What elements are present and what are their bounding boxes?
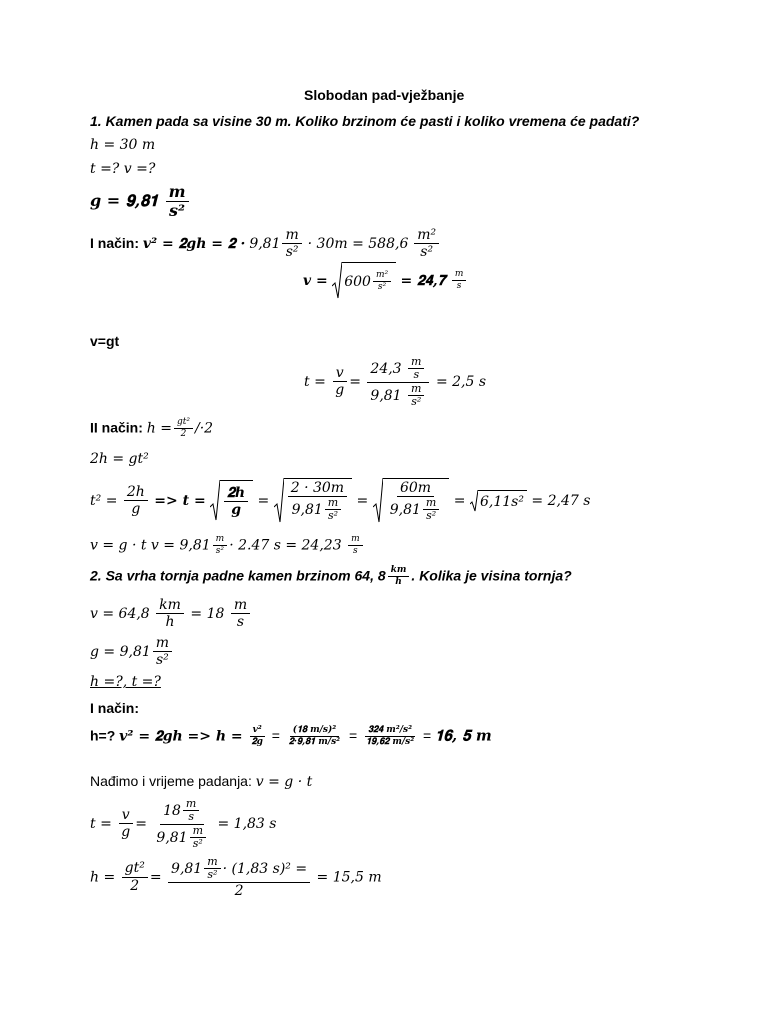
q2-t-result: = 1,83 𝑠 <box>217 816 277 833</box>
q1-method-1: I način: 𝒗² = 𝟐𝒈𝒉 = 𝟐 · 9,81 $\frac{m}{\text{s²}}$ · 30𝑚 = 588,6 $\frac{\text{m²}}{\text{s²}}$ <box>90 228 441 260</box>
q2-h-line-a: h=? <box>90 727 116 744</box>
q2-time-intro <box>90 773 312 791</box>
q1-gravity-label: 𝒈 = 𝟗,𝟖𝟏 <box>90 190 158 210</box>
question-2-text-a: 2. Sa vrha tornja padne kamen brzinom 64, 8 <box>90 567 386 584</box>
q1-t2-arrow: => 𝒕 = <box>154 493 206 509</box>
q2-t-lhs: 𝑡 = <box>90 816 112 833</box>
q1-v-label: 𝒗 = <box>303 273 328 289</box>
q1-method-1-formula: 𝒗² = 𝟐𝒈𝒉 = 𝟐 · <box>142 235 246 252</box>
question-2: 2. Sa vrha tornja padne kamen brzinom 64, 8 $\frac{km}{h}$ . Kolika je visina tornja? <box>90 565 572 587</box>
q1-r3-num: 60𝑚 <box>397 481 434 497</box>
q2-h-line-b: 𝒗² = 𝟐𝒈𝒉 => 𝒉 = <box>119 728 243 745</box>
q2-gravity: 𝑔 = 9,81 $\frac{\text{𝑚}}{\text{𝑠²}}$ <box>90 636 174 668</box>
q2-method-1-label: I način: <box>90 700 140 716</box>
q2-v-lhs: 𝑣 = 64,8 <box>90 606 150 623</box>
q2-velocity: 𝑣 = 64,8 $\frac{\text{𝑘𝑚}}{\text{ℎ}}$ = 18 $\frac{\text{𝑚}}{\text{𝑠}}$ <box>90 598 252 630</box>
question-2-text-b: . Kolika je visina tornja? <box>411 567 572 584</box>
q1-v-result: = 𝟐𝟒,𝟕 <box>400 273 446 289</box>
q1-t-squared: 𝑡² = $\frac{\text{2ℎ}}{\text{𝑔}}$ => 𝒕 = $\frac{\text{𝟐𝒉}}{\text{𝒈}}$ = 2 · 30𝑚 9,81 $\frac{m}{\text{s²}}$ = 60𝑚 9,81 $\frac{m}{\text{s²}}$ = 6,11𝑠² = 2,47 𝑠 <box>90 479 591 523</box>
q1-r2-num: 2 · 30𝑚 <box>288 481 347 497</box>
sqrt-sign: 600 $\frac{\text{m²}}{\text{s²}}$ <box>332 262 396 300</box>
q1-method-1-times: · 30𝑚 = 588,6 <box>307 235 409 252</box>
q2-h2-lhs: ℎ = <box>90 869 116 886</box>
q1-time-result: 𝑡 = $\frac{\text{𝑣}}{\text{𝑔}}$ = 24,3 $\frac{m}{s}$ 9,81 $\frac{m}{\text{s²}}$ = 2,5 𝑠 <box>304 355 487 408</box>
q1-t-den: 9,81 <box>370 387 402 404</box>
q2-unknowns: ℎ =?, 𝑡 =? <box>90 674 161 690</box>
q1-t2-lhs: 𝑡² = <box>90 493 118 509</box>
q2-height-calc: h=? 𝒗² = 𝟐𝒈𝒉 => 𝒉 = $\frac{\text{𝒗²}}{\text{𝟐𝒈}}$ = $\frac{\text{(𝟏𝟖 m/s)²}}{\text{𝟐·𝟗,𝟖𝟏 m/s²}}$ = $\frac{\text{𝟑𝟐𝟒 m²/s²}}{\text{𝟏𝟗,𝟔𝟐 m/s²}}$ = 𝟏𝟔, 𝟓 𝒎 <box>90 725 492 747</box>
q1-method-1-label: I način: <box>90 234 140 251</box>
q1-r2-den: 9,81 <box>291 502 323 519</box>
q1-r4: 6,11𝑠² <box>478 490 527 512</box>
q1-method-1-g: 9,81 <box>249 235 281 252</box>
q1-gravity: 𝒈 = 𝟗,𝟖𝟏 $\frac{\text{𝒎}}{\text{𝒔²}}$ <box>90 183 191 220</box>
q2-h-result: 𝟏𝟔, 𝟓 𝒎 <box>435 726 492 745</box>
q1-velocity-result: 𝒗 = 600 $\frac{\text{m²}}{\text{s²}}$ = 𝟐𝟒,𝟕 $\frac{m}{s}$ <box>303 262 468 300</box>
q1-t2-result: = 2,47 𝑠 <box>531 493 591 509</box>
q1-two-h: 2ℎ = 𝑔𝑡² <box>90 451 149 467</box>
q2-v-mid: = 18 <box>190 606 225 623</box>
q1-method-2-tail: /·2 <box>195 420 214 437</box>
q2-time-calc: 𝑡 = $\frac{\text{𝑣}}{\text{𝑔}}$ = 18 $\frac{m}{s}$ 9,81 $\frac{m}{\text{s²}}$ = 1,83 𝑠 <box>90 797 277 850</box>
q1-method-2-label: II način: <box>90 419 143 436</box>
q1-method-2: II način: ℎ = $\frac{\text{gt²}}{2}$ /·2 <box>90 417 214 439</box>
q2-time-label: Nađimo i vrijeme padanja: <box>90 773 252 789</box>
q1-v-line-b: · 2.47 𝑠 = 24,23 <box>229 537 342 554</box>
q1-t-lhs: 𝑡 = <box>304 374 326 391</box>
sqrt-sign <box>470 490 527 512</box>
sqrt-sign: 2 · 30𝑚 9,81 $\frac{m}{\text{s²}}$ <box>274 478 352 524</box>
q1-v-radicand: 600 <box>344 273 371 290</box>
q2-g-lhs: 𝑔 = 9,81 <box>90 644 151 661</box>
q1-t-result: = 2,5 𝑠 <box>435 374 487 391</box>
q1-method-2-lhs: ℎ = <box>146 420 172 437</box>
q1-v-check: 𝑣 = 𝑔 · 𝑡 𝑣 = 9,81 $\frac{m}{\text{s²}}$ · 2.47 𝑠 = 24,23 $\frac{m}{s}$ <box>90 535 365 556</box>
q1-unknowns: 𝑡 =? 𝑣 =? <box>90 161 156 177</box>
sqrt-sign: $\frac{\text{𝟐𝒉}}{\text{𝒈}}$ <box>210 480 253 522</box>
q2-time-formula: 𝑣 = 𝑔 · 𝑡 <box>255 774 313 790</box>
q1-r3-den: 9,81 <box>389 502 421 519</box>
question-1: 1. Kamen pada sa visine 30 m. Koliko brzinom će pasti i koliko vremena će padati? <box>90 113 640 129</box>
q2-height-check: ℎ = $\frac{\text{𝑔𝑡²}}{2}$ = 9,81 $\frac{m}{\text{s²}}$ · (1,83 𝑠)² = 2 = 15,5 𝑚 <box>90 855 382 899</box>
q1-v-line-a: 𝑣 = 𝑔 · 𝑡 𝑣 = 9,81 <box>90 537 211 554</box>
q2-h2-result: = 15,5 𝑚 <box>316 869 382 886</box>
page-title: Slobodan pad-vježbanje <box>304 87 465 103</box>
sqrt-sign: 60𝑚 9,81 $\frac{m}{\text{s²}}$ <box>373 478 450 524</box>
q1-v-eq-gt: v=gt <box>90 333 120 349</box>
q1-given-height: ℎ = 30 𝑚 <box>90 137 156 153</box>
q1-t-num: 24,3 <box>370 360 402 377</box>
